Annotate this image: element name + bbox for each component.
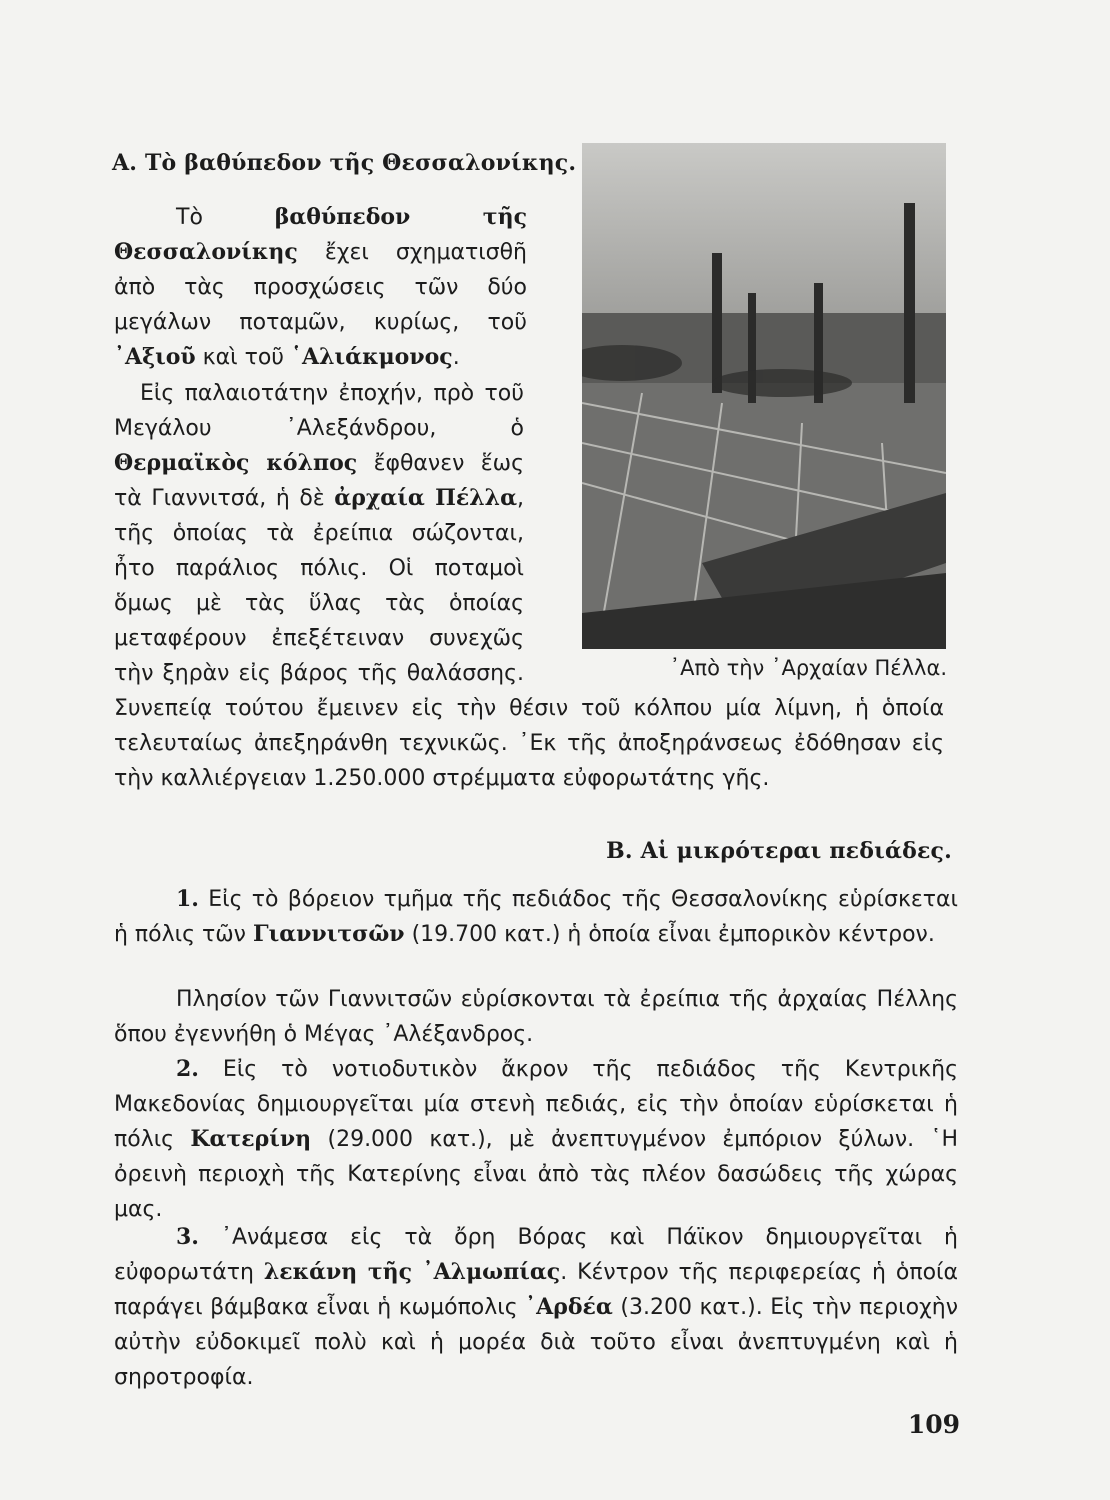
intro-text: καὶ τοῦ [195, 345, 292, 370]
term-thermaic-gulf: Θερμαϊκὸς κόλπος [114, 450, 358, 476]
item-text: Εἰς τὸ νοτιοδυτικὸν ἄκρον τῆς πεδιάδος τῆς Κεντρικῆς Μακεδονίας δημιουργεῖται μία στενὴ πεδιάς, εἰς τὴν ὁποίαν εὑρίσκεται ἡ πόλις [114, 1057, 958, 1152]
pella-ruins-photo [582, 143, 946, 649]
intro-text: Τὸ [176, 205, 275, 230]
pella-note-paragraph: Πλησίον τῶν Γιαννιτσῶν εὑρίσκονται τὰ ἐρείπια τῆς ἀρχαίας Πέλλης ὅπου ἐγεννήθη ὁ Μέγας ᾿Αλέξανδρος. [114, 987, 958, 1047]
section-heading-b: Β. Αἱ μικρότεραι πεδιάδες. [606, 838, 952, 864]
item-text: (19.700 κατ.) ἡ ὁποία εἶναι ἐμπορικὸν κέντρον. [404, 922, 935, 947]
section-heading-a: Α. Τὸ βαθύπεδον τῆς Θεσσαλονίκης. [112, 150, 577, 176]
term-aliakmon: ῾Αλιάκμονος [291, 344, 453, 370]
item-text: Εἰς τὸ βόρειον τμῆμα τῆς πεδιάδος τῆς Θεσσαλονίκης εὑρίσκεται ἡ πόλις τῶν [114, 887, 958, 947]
term-giannitsa: Γιαννιτσῶν [252, 921, 405, 947]
intro-paragraph [114, 200, 527, 375]
item-2-paragraph [114, 1052, 958, 1227]
intro-text: . [452, 345, 460, 370]
photo-caption: ᾿Απὸ τὴν ᾿Αρχαίαν Πέλλα. [669, 656, 947, 680]
term-ancient-pella: ἀρχαία Πέλλα [334, 485, 517, 511]
term-thessaloniki-basin: βαθύπεδον τῆς Θεσσαλονίκης [114, 204, 527, 265]
item-number: 2. [176, 1056, 199, 1082]
intro-text: ἔχει σχηματισθῆ ἀπὸ τὰς προσχώσεις τῶν δύο μεγάλων ποταμῶν, κυρίως, τοῦ [114, 240, 527, 335]
antiquity-text: Εἰς παλαιοτάτην ἐποχήν, πρὸ τοῦ Μεγάλου ᾿Αλεξάνδρου, ὁ [114, 381, 524, 441]
item-text: . Κέντρον τῆς περιφερείας ἡ ὁποία παράγει βάμβακα εἶναι ἡ κωμόπολις [114, 1260, 958, 1320]
term-axios: ᾿Αξιοῦ [114, 344, 196, 370]
term-almopia-basin: λεκάνη τῆς ᾿Αλμωπίας [263, 1259, 561, 1285]
item-1-paragraph [114, 882, 958, 952]
item-number: 3. [176, 1224, 199, 1250]
antiquity-text: , τῆς ὁποίας τὰ ἐρείπια σώζονται, ἦτο παράλιος πόλις. Οἱ ποταμοὶ ὅμως μὲ τὰς ὕλας τὰς ὁποίας μεταφέρουν ἐπεξέτειναν συνεχῶς τὴν ξηρὰν εἰς βάρος τῆς θαλάσσης. Συνεπείᾳ τούτου ἔμεινεν εἰς τὴν θέσιν τοῦ κόλπου μία λίμνη, ἡ ὁποία τελευταίως ἀπεξηράνθη τεχνικῶς. ᾿Εκ τῆς ἀποξηράνσεως ἐδόθησαν εἰς τὴν καλλιέργειαν 1.250.000 στρέμματα εὐφορωτάτης γῆς. [114, 486, 944, 791]
term-ardea: ᾿Αρδέα [525, 1294, 613, 1320]
antiquity-text: ἔφθανεν ἕως τὰ Γιαννιτσά, ἡ δὲ [114, 451, 524, 511]
page-number: 109 [907, 1410, 960, 1439]
item-3-paragraph [114, 1220, 958, 1395]
item-number: 1. [176, 886, 199, 912]
term-katerini: Κατερίνη [190, 1126, 312, 1152]
item-text: (29.000 κατ.), μὲ ἀνεπτυγμένον ἐμπόριον ξύλων. ῾Η ὀρεινὴ περιοχὴ τῆς Κατερίνης εἶναι ἀπὸ τὰς πλέον δασώδεις τῆς χώρας μας. [114, 1127, 958, 1222]
item-text: ᾿Ανάμεσα εἰς τὰ ὄρη Βόρας καὶ Πάϊκον δημιουργεῖται ἡ εὐφορωτάτη [114, 1225, 958, 1285]
item-text: (3.200 κατ.). Εἰς τὴν περιοχὴν αὐτὴν εὐδοκιμεῖ πολὺ καὶ ἡ μορέα διὰ τοῦτο εἶναι ἀνεπτυγμένη καὶ ἡ σηροτροφία. [114, 1295, 958, 1390]
